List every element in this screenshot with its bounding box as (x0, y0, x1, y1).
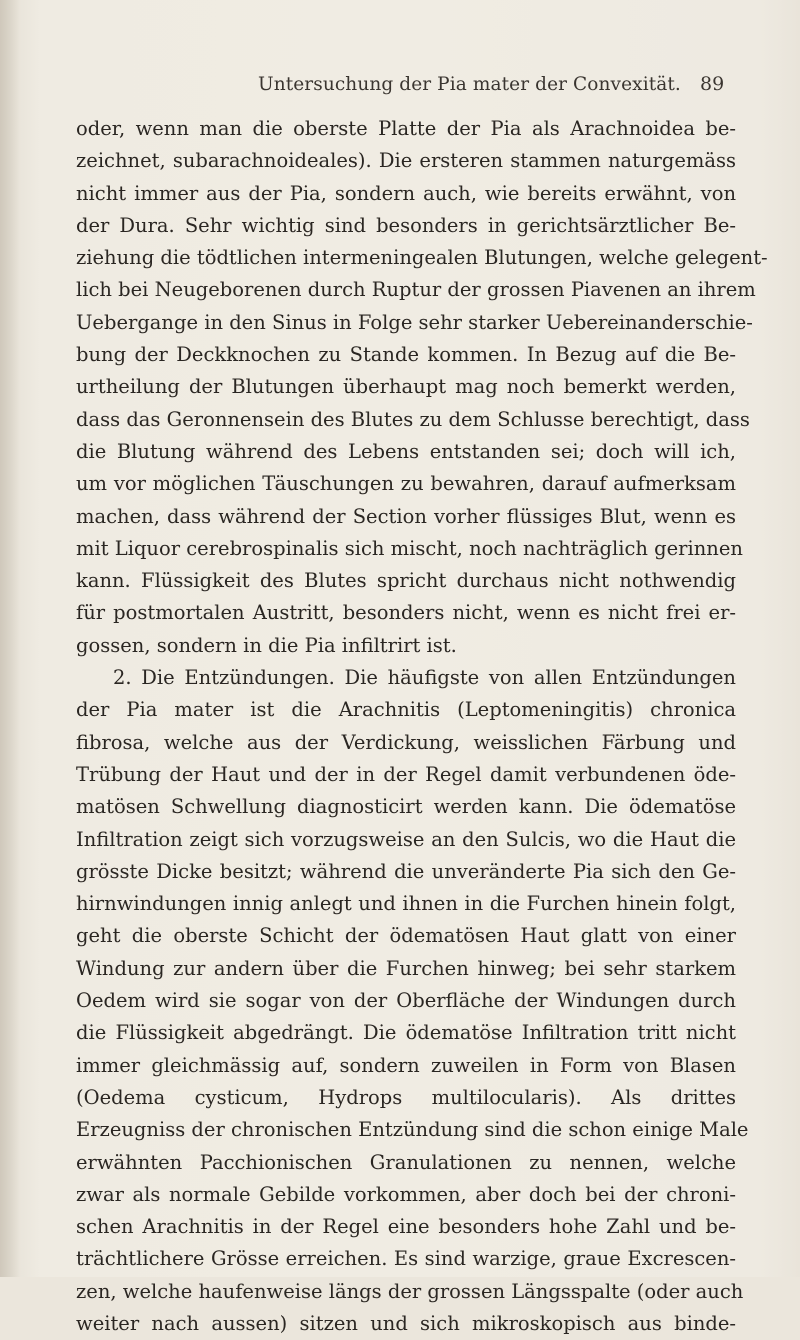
text-line: matösen Schwellung diagnosticirt werden kann. Die ödematöse (76, 795, 736, 819)
page-gutter-shadow (0, 0, 20, 1277)
page-number: 89 (700, 73, 725, 95)
text-line: erwähnten Pacchionischen Granulationen zu nennen, welche (76, 1150, 736, 1174)
text-line: Infiltration zeigt sich vorzugsweise an den Sulcis, wo die Haut die (76, 827, 736, 851)
text-line: immer gleichmässig auf, sondern zuweilen in Form von Blasen (76, 1053, 736, 1077)
text-line: machen, dass während der Section vorher flüssiges Blut, wenn es (76, 504, 736, 528)
text-line: zeichnet, subarachnoideales). Die ersteren stammen naturgemäss (76, 149, 736, 173)
text-line: zen, welche haufenweise längs der grossen Längsspalte (oder auch (76, 1279, 744, 1303)
text-line: Windung zur andern über die Furchen hinweg; bei sehr starkem (76, 956, 736, 980)
text-line: Uebergange in den Sinus in Folge sehr starker Uebereinanderschie- (76, 310, 753, 334)
text-line: urtheilung der Blutungen überhaupt mag noch bemerkt werden, (76, 375, 736, 399)
text-line: grösste Dicke besitzt; während die unveränderte Pia sich den Ge- (76, 859, 736, 883)
text-line: bung der Deckknochen zu Stande kommen. In Bezug auf die Be- (76, 343, 736, 367)
text-line: Erzeugniss der chronischen Entzündung sind die schon einige Male (76, 1118, 749, 1142)
text-line: ziehung die tödtlichen intermeningealen Blutungen, welche gelegent- (76, 246, 768, 270)
text-line: für postmortalen Austritt, besonders nicht, wenn es nicht frei er- (76, 601, 736, 625)
text-line: (Oedema cysticum, Hydrops multilocularis). Als drittes (76, 1085, 736, 1109)
text-line: dass das Geronnensein des Blutes zu dem Schlusse berechtigt, dass (76, 407, 750, 431)
text-line: lich bei Neugeborenen durch Ruptur der grossen Piavenen an ihrem (76, 278, 756, 302)
text-line: nicht immer aus der Pia, sondern auch, wie bereits erwähnt, von (76, 181, 736, 205)
text-line: mit Liquor cerebrospinalis sich mischt, noch nachträglich gerinnen (76, 536, 743, 560)
text-line: die Blutung während des Lebens entstanden sei; doch will ich, (76, 439, 736, 463)
text-line: trächtlichere Grösse erreichen. Es sind warzige, graue Excrescen- (76, 1247, 736, 1271)
text-line: Oedem wird sie sogar von der Oberfläche der Windungen durch (76, 989, 736, 1013)
text-line: geht die oberste Schicht der ödematösen Haut glatt von einer (76, 924, 736, 948)
running-head: Untersuchung der Pia mater der Convexität. (258, 74, 681, 95)
text-line: kann. Flüssigkeit des Blutes spricht durchaus nicht nothwendig (76, 569, 736, 593)
text-line: oder, wenn man die oberste Platte der Pia als Arachnoidea be- (76, 117, 736, 140)
text-line: der Dura. Sehr wichtig sind besonders in gerichtsärztlicher Be- (76, 213, 736, 237)
text-line: hirnwindungen innig anlegt und ihnen in die Furchen hinein folgt, (76, 892, 736, 916)
text-line: schen Arachnitis in der Regel eine besonders hohe Zahl und be- (76, 1215, 736, 1239)
text-line: gossen, sondern in die Pia infiltrirt ist. (76, 633, 457, 657)
text-line: weiter nach aussen) sitzen und sich mikroskopisch aus binde- (76, 1311, 736, 1335)
text-line: zwar als normale Gebilde vorkommen, aber doch bei der chroni- (76, 1182, 736, 1206)
text-line: Trübung der Haut und der in der Regel damit verbundenen öde- (76, 762, 736, 786)
body-text (76, 113, 768, 1340)
text-line: die Flüssigkeit abgedrängt. Die ödematöse Infiltration tritt nicht (76, 1021, 736, 1045)
text-line: fibrosa, welche aus der Verdickung, weisslichen Färbung und (76, 730, 736, 754)
section-heading-line: 2. Die Entzündungen. Die häufigste von allen Entzündungen (113, 666, 736, 690)
text-line: der Pia mater ist die Arachnitis (Leptomeningitis) chronica (76, 698, 736, 722)
text-line: um vor möglichen Täuschungen zu bewahren, darauf aufmerksam (76, 472, 736, 496)
